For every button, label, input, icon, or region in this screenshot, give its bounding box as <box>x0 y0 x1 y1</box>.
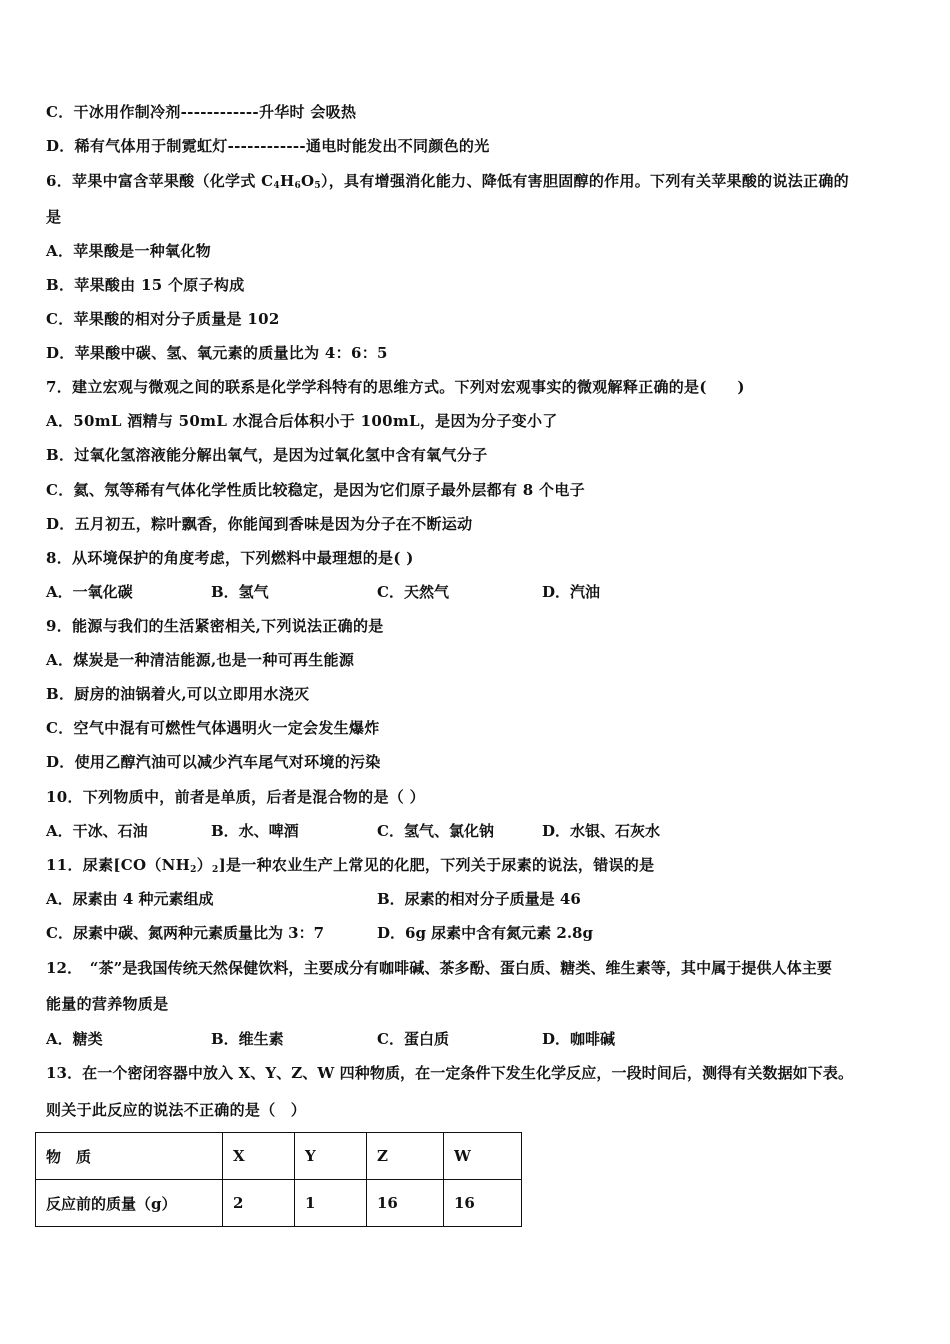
q6-option-a: A．苹果酸是一种氧化物 <box>46 242 211 260</box>
q7-stem: 7．建立宏观与微观之间的联系是化学学科特有的思维方式。下列对宏观事实的微观解释正确的是( ) <box>46 378 745 396</box>
q10-option-b: B．水、啤酒 <box>211 822 299 840</box>
q9-option-d: D．使用乙醇汽油可以减少汽车尾气对环境的污染 <box>46 753 381 771</box>
table-cell: Z <box>367 1133 444 1180</box>
q8-option-d: D．汽油 <box>542 583 601 601</box>
q11-option-b: B．尿素的相对分子质量是 46 <box>377 890 581 908</box>
q10-option-d: D．水银、石灰水 <box>542 822 661 840</box>
q13-data-table <box>35 1132 522 1227</box>
q6-stem-line2: 是 <box>46 208 62 226</box>
q13-stem: 13．在一个密闭容器中放入 X、Y、Z、W 四种物质，在一定条件下发生化学反应，一段时间后，测得有关数据如下表。 <box>46 1064 854 1082</box>
q6-option-c: C．苹果酸的相对分子质量是 102 <box>46 310 280 328</box>
q6-stem: 6．苹果中富含苹果酸（化学式 $C_4H_6O_5$），具有增强消化能力、降低有害胆固醇的作用。下列有关苹果酸的说法正确的 <box>46 172 849 191</box>
table-header-row <box>36 1133 522 1180</box>
q10-option-a: A．干冰、石油 <box>46 822 148 840</box>
table-cell: 16 <box>367 1180 444 1227</box>
q11-option-d: D．6g 尿素中含有氮元素 2.8g <box>377 924 593 942</box>
q8-option-b: B．氢气 <box>211 583 269 601</box>
q9-option-c: C．空气中混有可燃性气体遇明火一定会发生爆炸 <box>46 719 380 737</box>
q6-option-b: B．苹果酸由 15 个原子构成 <box>46 276 245 294</box>
q7-option-a: A．50mL 酒精与 50mL 水混合后体积小于 100mL，是因为分子变小了 <box>46 412 558 430</box>
q12-option-b: B．维生素 <box>211 1030 284 1048</box>
table-cell: W <box>444 1133 522 1180</box>
q11-stem: 11．尿素$[CO(NH_2)_2]$是一种农业生产上常见的化肥，下列关于尿素的说法，错误的是 <box>46 856 655 875</box>
q13-stem-line2: 则关于此反应的说法不正确的是（ ） <box>46 1101 307 1119</box>
table-cell: Y <box>295 1133 367 1180</box>
table-cell: 反应前的质量（g） <box>36 1180 223 1227</box>
table-row <box>36 1180 522 1227</box>
q11-option-a: A．尿素由 4 种元素组成 <box>46 890 214 908</box>
q5-option-c: C．干冰用作制冷剂------------升华时 会吸热 <box>46 103 357 121</box>
q12-option-d: D．咖啡碱 <box>542 1030 616 1048</box>
q7-option-c: C．氦、氖等稀有气体化学性质比较稳定，是因为它们原子最外层都有 8 个电子 <box>46 481 585 499</box>
q9-option-a: A．煤炭是一种清洁能源,也是一种可再生能源 <box>46 651 355 669</box>
q7-option-b: B．过氧化氢溶液能分解出氧气，是因为过氧化氢中含有氧气分子 <box>46 446 488 464</box>
q11-option-c: C．尿素中碳、氮两种元素质量比为 3：7 <box>46 924 325 942</box>
q7-option-d: D．五月初五，粽叶飘香，你能闻到香味是因为分子在不断运动 <box>46 515 473 533</box>
q6-option-d: D．苹果酸中碳、氢、氧元素的质量比为 4：6：5 <box>46 344 388 362</box>
table-cell: 1 <box>295 1180 367 1227</box>
q12-option-c: C．蛋白质 <box>377 1030 449 1048</box>
q9-stem: 9．能源与我们的生活紧密相关,下列说法正确的是 <box>46 617 384 635</box>
q5-option-d: D．稀有气体用于制霓虹灯------------通电时能发出不同颜色的光 <box>46 137 490 155</box>
table-cell: X <box>223 1133 295 1180</box>
q10-stem: 10．下列物质中，前者是单质，后者是混合物的是（ ） <box>46 788 425 806</box>
q8-option-c: C．天然气 <box>377 583 449 601</box>
table-cell: 物 质 <box>36 1133 223 1180</box>
q8-stem: 8．从环境保护的角度考虑，下列燃料中最理想的是( ) <box>46 549 414 567</box>
q9-option-b: B．厨房的油锅着火,可以立即用水浇灭 <box>46 685 310 703</box>
table-cell: 16 <box>444 1180 522 1227</box>
q8-option-a: A．一氧化碳 <box>46 583 133 601</box>
table-cell: 2 <box>223 1180 295 1227</box>
q10-option-c: C．氢气、氯化钠 <box>377 822 494 840</box>
q12-stem: 12． “茶”是我国传统天然保健饮料，主要成分有咖啡碱、茶多酚、蛋白质、糖类、维生素等，其中属于提供人体主要 <box>46 959 833 977</box>
q12-stem-line2: 能量的营养物质是 <box>46 995 169 1013</box>
q12-option-a: A．糖类 <box>46 1030 103 1048</box>
